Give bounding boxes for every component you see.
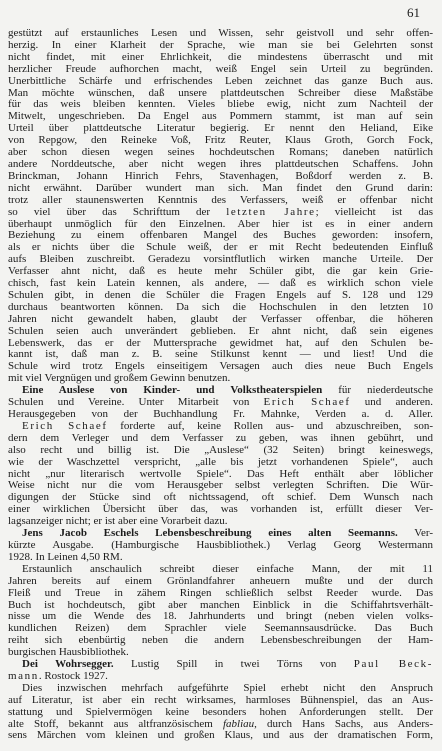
text-line: Man möchte wünschen, daß unsere plattdeutschen Schreiber diese Maßstäbe [8, 86, 433, 99]
text-line: chisch, fast kein Latein kennen, als andere, — daß es wirklich schon viele [8, 277, 433, 290]
text-line: von Repgow, den Reineke Voß, Fritz Reuter, Klaus Groth, Gorch Fock, [8, 134, 433, 147]
text-line: wie der Waschzettel verspricht, „alle bis jetzt vorhandenen Spiele“, auch [8, 455, 433, 468]
text-line: Schulen gibt, in denen die Schüler die Fragen Engels auf S. 128 und 129 [8, 288, 433, 301]
text-segment: Schulen und Vereine. Unter Mitarbeit von [8, 396, 264, 409]
text-line: Verfasser ahnt nicht, daß es heute mehr Schüler gibt, die gar kein Grie- [8, 265, 433, 278]
text-line: lagsanzeiger nicht; er ist aber eine Vorarbeit dazu. [8, 515, 228, 528]
text-segment: ; vielleicht ist das [315, 205, 433, 218]
text-line: Erstaunlich anschaulich schreibt dieser einfache Mann, der mit 11 [22, 562, 433, 575]
text-line: Jahren nicht gewandelt haben, glaubt der Verfasser offenbar, die höheren [8, 312, 433, 325]
text-line: Schulen seien auch unverändert geblieben. Er ahnt nicht, daß sein eigenes [8, 324, 433, 337]
text-line: Brinckman, Johann Hinrich Fehrs, Stavenhagen, Boßdorf werden z. B. [8, 169, 433, 182]
spaced-name: Erich Schaef [22, 419, 108, 432]
text-segment: alte Stoff, bekannt aus altfranzösischem [8, 717, 223, 730]
text-line: durchaus beantworten können. Da sich die Hochschulen in den letzten 10 [8, 300, 433, 313]
text-line: aber schon diesen wegen seines hochdeutschen Romans; daneben natürlich [8, 146, 433, 159]
text-line: nicht erwähnt. Darüber wundert man sich. Man findet den Grund darin: [8, 181, 433, 194]
text-line: digungen der Stücke sind oft nichtssagend, oft schief. Dem Wunsch nach [8, 491, 433, 504]
text-line: kürzte Ausgabe. (Hamburgische Hausbibliothek.) Verlag Georg Westermann [8, 538, 433, 551]
text-line: Herausgegeben von der Buchhandlung Fr. Mahnke, Verden a. d. Aller. [8, 408, 433, 420]
text-segment: Lustig Spill in twei Törns von [113, 658, 354, 671]
review-continuation [8, 28, 433, 385]
text-line: Beziehung zu einem offenbaren Mangel des Buches geworden: insofern, [8, 229, 433, 242]
text-line: kannt ist, daß man z. B. seine Stilkunst kennt — und liest! Und die [8, 348, 433, 361]
text-line: nisse um die Wende des 18. Jahrhunderts und bringt (neben vielen volks- [8, 610, 433, 623]
text-line: Buch ist hochdeutsch, gibt aber manchen Einblick in die Schiffahrtsverhält- [8, 598, 433, 611]
text-line: einer wirklichen Übersicht über das, was vorhanden ist, erfüllt dieser Ver- [8, 503, 433, 516]
text-line: Dies inzwischen mehrfach aufgeführte Spiel erhebt nicht den Anspruch [22, 681, 433, 694]
text-line: Unerbittliche Schärfe und erfrischendes Leben zeichnet das ganze Buch aus. [8, 74, 433, 87]
text-line: Urteil über plattdeutsche Literatur begierig. Er nennt den Heliand, Eike [8, 122, 433, 135]
text-line: herzig. In einer Klarheit der Sprache, wie man sie bei Gelehrten sonst [8, 38, 433, 51]
italic-term: fabliau [222, 717, 255, 730]
text-line: Schule wird trotz Engels einseitigem Versagen auch dies neue Buch Engels [8, 360, 433, 373]
entry-auslese [8, 385, 433, 528]
text-line: sens Märchen vom kleinen und großen Klaus, und aus der dramatischen Form, [8, 729, 433, 742]
text-line: überhaupt unmöglich für den Einzelnen. Aber hier ist es in einer andern [8, 217, 433, 230]
text-segment: und anderen. [350, 396, 434, 409]
text-segment: Ver- [397, 527, 434, 540]
text-line: gestützt auf erstaunliches Lesen und Wissen, sehr geistvoll und sehr offen- [8, 27, 433, 39]
text-segment: so viel über das Schrifttum der [8, 205, 227, 218]
spaced-name: Erich Schaef [263, 396, 351, 409]
text-line: Fleiß und Treue in zähem Ringen schließlich selbst Reeder wurde. Das [8, 586, 433, 599]
text-segment: forderte auf, keine Rollen aus- und abzuschreiben, son- [107, 419, 433, 432]
text-line: nicht findet, mit einer Ehrlichkeit, die mindestens überrascht und mit [8, 50, 433, 63]
entry-title: Dei Wohrsegger. [22, 658, 114, 671]
text-line: also recht und billig ist. Die „Auslese“ (32 Seiten) bringt keineswegs, [8, 443, 433, 456]
text-line: aufs Bleiben zuschreibt. Geradezu vorsintflutlich wirken manche Urteile. Der [8, 253, 433, 266]
text-line: herzlicher Freude aufhorchen macht, weiß Engel sein Urteil zu begründen. [8, 62, 433, 75]
entry-title: Jens Jacob Eschels Lebensbeschreibung eines alten Seemanns. [22, 527, 398, 540]
text-line: stattung und Spielvermögen keine besonders hohen Anforderungen stellt. Der [8, 705, 433, 718]
text-line: reiht sich ebenbürtig neben die andern Lebensbeschreibungen der Ham- [8, 634, 433, 647]
text-line: 1928. In Leinen 4,50 RM. [8, 550, 123, 563]
spaced-name: mann [8, 669, 39, 682]
text-line: Mitwelt, ungeschrieben. Da Engel aus Pommern stammt, ist man auf sein [8, 110, 433, 123]
entry-eschels [8, 528, 433, 659]
text-segment: , durch Hans Sachs, aus Anders- [254, 717, 434, 730]
text-line: auf Literatur, ist aber ein recht wirksames, harmloses Bühnenspiel, das an Aus- [8, 693, 433, 706]
text-line: Lebenswerk, das er der Muttersprache gewidmet hat, auf den Schulen be- [8, 336, 433, 349]
spaced-name: Paul Beck- [353, 658, 433, 671]
text-line: als er nichts über die Schule weiß, der er mit Recht bedeutenden Einfluß [8, 241, 433, 254]
spaced-emphasis: letzten Jahre [226, 205, 316, 218]
text-line: mit viel Vergnügen und großem Gewinn benutzen. [8, 372, 231, 385]
page-number: 61 [407, 5, 420, 20]
text-line: Jahren bereits auf einem Grönlandfahrer anheuern mußte und der durch [8, 574, 433, 587]
text-line: burgischen Hausbibliothek. [8, 646, 129, 659]
text-line: trotz aller staunenswerten Kenntnis des Verfassers, weiß er offenbar nicht [8, 193, 433, 206]
text-line: andere Norddeutsche, aber nicht wegen ihres plattdeutschen Schaffens. John [8, 157, 433, 170]
text-line [8, 207, 433, 219]
text-line: für das weis bleiben kennten. Vieles bliebe ewig, nicht zum Nachteil der [8, 98, 433, 111]
text-line: kundlichen Reizen) dem Sprachler viele Seemannsausdrücke. Das Buch [8, 622, 433, 635]
text-segment: für niederdeutsche [322, 384, 433, 397]
text-line: dern dem Verleger und dem Verfasser zu geben, was ihnen gebührt, und [8, 431, 433, 444]
page-text [8, 28, 433, 742]
entry-wohrsegger [8, 659, 433, 742]
text-line: Weise nicht nur die vom Herausgeber selbst verlegten Schriften. Die Wür- [8, 479, 433, 492]
text-line: nicht „nur literarisch wertvolle Spiele“. Das Heft enthält aber löblicher [8, 467, 433, 480]
text-segment: . Rostock 1927. [38, 669, 108, 682]
entry-title: Eine Auslese von Kinder- und Volkstheaterspielen [22, 384, 323, 397]
